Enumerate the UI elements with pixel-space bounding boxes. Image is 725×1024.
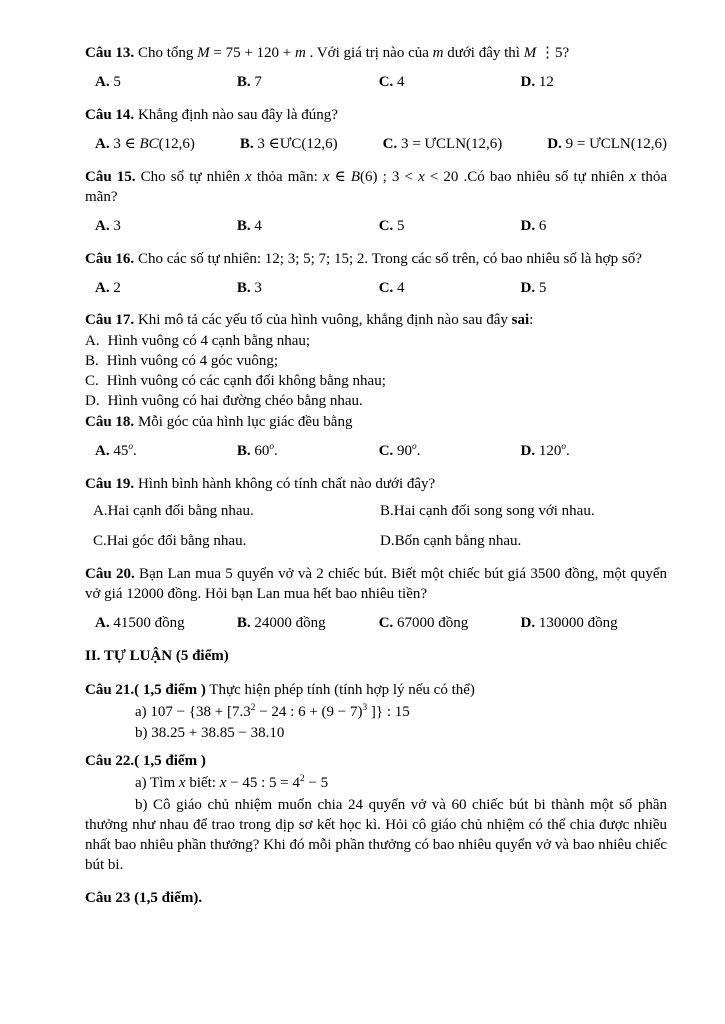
question-stem xyxy=(85,475,667,495)
text-segment: Hình vuông có hai đường chéo bằng nhau. xyxy=(107,393,363,410)
exponent: 2 xyxy=(250,702,256,713)
text-segment: 6 xyxy=(535,217,547,234)
question-part-q21a xyxy=(85,703,667,723)
option-text xyxy=(393,443,420,459)
answer-options xyxy=(85,279,667,299)
question-part-q21b xyxy=(85,724,667,744)
answer-option xyxy=(380,502,667,522)
option-text xyxy=(110,74,121,90)
option-letter: C. xyxy=(93,532,107,549)
text-segment: 3 xyxy=(109,217,121,234)
option-text xyxy=(393,74,404,90)
answer-option xyxy=(237,217,379,237)
question-q16 xyxy=(85,250,667,299)
math-variable: x xyxy=(245,168,252,185)
math-variable: BC xyxy=(139,135,159,152)
text-segment: Hai cạnh đối song song với nhau. xyxy=(393,502,595,519)
text-segment: dưới đây thì xyxy=(443,45,524,61)
answer-option xyxy=(237,73,379,93)
option-text xyxy=(110,280,121,296)
question-stem xyxy=(85,106,667,126)
answer-option xyxy=(521,614,667,634)
option-text xyxy=(251,74,262,90)
text-segment: Cho tổng xyxy=(134,45,198,61)
answer-options xyxy=(85,73,667,93)
text-segment: 4 xyxy=(250,217,262,234)
math-variable: o xyxy=(128,442,133,453)
text-segment: ∈ xyxy=(329,168,351,185)
question-q17 xyxy=(85,311,667,412)
option-text xyxy=(394,503,595,519)
option-letter: A. xyxy=(95,279,110,296)
option-letter: C. xyxy=(382,135,398,152)
text-segment: 7 xyxy=(250,73,262,90)
option-letter: C. xyxy=(378,443,394,460)
answer-option xyxy=(237,442,379,462)
answer-option xyxy=(521,442,667,462)
text-segment: : xyxy=(529,312,534,329)
text-segment: . xyxy=(416,443,421,460)
option-letter: A. xyxy=(95,135,110,152)
option-letter: C. xyxy=(378,279,394,296)
text-segment: Hình bình hành không có tính chất nào dưới đây? xyxy=(134,476,436,492)
text-segment: 4 xyxy=(393,73,405,90)
question-list xyxy=(85,44,667,909)
text-segment: 45 xyxy=(109,443,129,460)
text-segment: . xyxy=(274,443,278,460)
math-variable: x xyxy=(629,168,637,185)
text-segment: a) Tìm xyxy=(135,775,179,792)
answer-option xyxy=(547,135,667,155)
option-letter: A. xyxy=(95,73,110,90)
section-heading: II. TỰ LUẬN (5 điểm) xyxy=(85,647,229,664)
text-segment: Câu 18. xyxy=(85,414,135,431)
option-letter: A. xyxy=(93,502,108,519)
math-variable: o xyxy=(269,442,275,453)
option-letter: D. xyxy=(520,279,536,296)
answer-option xyxy=(95,73,237,93)
option-letter: D. xyxy=(520,614,536,631)
text-segment: 5 xyxy=(109,73,121,90)
text-segment: Cho các số tự nhiên: 12; 3; 5; 7; 15; 2. Trong các số trên, có bao nhiêu số là hợp số? xyxy=(134,250,642,267)
option-letter: B. xyxy=(236,279,251,296)
answer-option xyxy=(379,442,521,462)
math-variable: M xyxy=(523,45,537,61)
question-q23 xyxy=(85,889,667,909)
text-segment: 60 xyxy=(250,443,270,460)
option-letter: A. xyxy=(85,333,100,350)
question-part-q22b xyxy=(85,796,667,876)
option-letter: B. xyxy=(85,353,99,370)
answer-option xyxy=(95,217,237,237)
text-segment: 5 xyxy=(535,279,547,296)
text-segment: Hai cạnh đối bằng nhau. xyxy=(107,502,254,519)
exponent: 3 xyxy=(362,702,368,713)
text-segment: 3 ∈ xyxy=(109,135,140,152)
answer-option xyxy=(95,279,237,299)
text-segment: (6) ; 3 < xyxy=(360,168,419,185)
option-text xyxy=(535,280,546,296)
option-text xyxy=(393,615,468,631)
text-segment: Câu 13. xyxy=(85,45,135,61)
text-segment: . xyxy=(566,443,570,460)
text-segment: 3 ∈ƯC(12,6) xyxy=(253,135,338,152)
question-stem xyxy=(85,168,667,208)
answer-option xyxy=(93,502,380,522)
text-segment: 90 xyxy=(393,443,413,460)
question-stem xyxy=(85,752,667,772)
answer-option xyxy=(95,442,237,462)
option-text xyxy=(251,218,262,234)
option-text xyxy=(110,218,121,234)
option-text xyxy=(535,218,546,234)
text-segment: Câu 19. xyxy=(85,476,135,492)
answer-options xyxy=(85,332,667,412)
text-segment: − 5 xyxy=(304,775,329,792)
option-text xyxy=(100,333,310,349)
text-segment: biết: xyxy=(185,775,220,792)
answer-options xyxy=(85,135,667,155)
text-segment: Câu 15. xyxy=(85,168,136,185)
math-variable: x xyxy=(178,775,186,792)
answer-options xyxy=(85,217,667,237)
text-segment: 67000 đồng xyxy=(393,614,469,631)
text-segment: thỏa mãn? xyxy=(85,168,667,205)
option-letter: B. xyxy=(236,73,251,90)
question-stem xyxy=(85,681,667,701)
question-stem xyxy=(85,44,667,64)
text-segment: Thực hiện phép tính (tính hợp lý nếu có thể) xyxy=(205,681,475,698)
option-letter: D. xyxy=(520,73,536,90)
text-segment: Hình vuông có 4 cạnh bằng nhau; xyxy=(107,333,311,350)
option-text xyxy=(535,615,618,631)
option-text xyxy=(110,443,137,459)
option-text xyxy=(393,280,404,296)
option-letter: C. xyxy=(378,614,394,631)
option-letter: C. xyxy=(85,373,99,390)
option-text xyxy=(108,503,254,519)
text-segment: ⋮5? xyxy=(536,45,570,61)
text-segment: 12 xyxy=(535,73,554,90)
answer-option xyxy=(379,279,521,299)
math-variable: o xyxy=(561,442,567,453)
answer-option xyxy=(379,614,521,634)
math-variable: B xyxy=(350,168,361,185)
text-segment: Bốn cạnh bằng nhau. xyxy=(394,532,522,549)
option-text xyxy=(395,533,522,549)
answer-options xyxy=(85,502,667,552)
answer-options xyxy=(85,442,667,462)
text-segment: Câu 22.( 1,5 điểm ) xyxy=(85,753,206,770)
text-segment: Bạn Lan mua 5 quyển vở và 2 chiếc bút. Biết một chiếc bút giá 3500 đồng, một quyển vở giá 12000 đồng. Hỏi bạn Lan mua hết bao nhiêu tiền? xyxy=(85,565,667,602)
option-text xyxy=(393,218,404,234)
answer-option xyxy=(237,614,379,634)
answer-option xyxy=(379,217,521,237)
answer-option xyxy=(95,614,237,634)
option-text xyxy=(110,615,185,631)
option-text xyxy=(251,443,278,459)
text-segment: sai xyxy=(511,312,530,329)
text-segment: Khẳng định nào sau đây là đúng? xyxy=(134,106,338,123)
option-text xyxy=(535,443,570,459)
question-stem xyxy=(85,889,667,909)
option-text xyxy=(99,353,278,369)
text-segment: Hai góc đối bằng nhau. xyxy=(106,532,247,549)
answer-option xyxy=(85,332,667,352)
text-segment: Câu 21.( 1,5 điểm ) xyxy=(85,681,206,698)
question-q19 xyxy=(85,475,667,552)
text-segment: 130000 đồng xyxy=(535,614,618,631)
option-text xyxy=(100,393,363,409)
answer-options xyxy=(85,614,667,634)
option-text xyxy=(251,280,262,296)
question-q15 xyxy=(85,168,667,237)
text-segment: − 24 : 6 + (9 − 7) xyxy=(255,703,363,720)
option-letter: A. xyxy=(95,443,110,460)
option-text xyxy=(251,615,326,631)
option-letter: A. xyxy=(95,614,110,631)
text-segment: Cho số tự nhiên xyxy=(135,168,246,185)
math-variable: x xyxy=(418,168,425,185)
text-segment: 5 xyxy=(393,217,405,234)
question-part-q22a xyxy=(85,774,667,794)
answer-option xyxy=(240,135,338,155)
text-segment: Mỗi góc của hình lục giác đều bằng xyxy=(134,414,353,431)
option-letter: D. xyxy=(520,217,536,234)
text-segment: Câu 23 (1,5 điểm). xyxy=(85,890,203,906)
option-letter: D. xyxy=(380,532,395,549)
text-segment: Câu 14. xyxy=(85,106,135,123)
option-text xyxy=(562,136,667,152)
question-q21 xyxy=(85,681,667,745)
option-letter: B. xyxy=(236,614,251,631)
answer-option xyxy=(237,279,379,299)
text-segment: b) 38.25 + 38.85 − 38.10 xyxy=(135,725,285,742)
option-letter: C. xyxy=(378,73,394,90)
text-segment: Câu 17. xyxy=(85,312,135,329)
text-segment: thỏa mãn: xyxy=(251,168,323,185)
question-q20 xyxy=(85,565,667,634)
text-segment: 41500 đồng xyxy=(109,614,185,631)
text-segment: b) Cô giáo chủ nhiệm muốn chia 24 quyển vở và 60 chiếc bút bi thành một số phần thưởng như nhau để trao trong dịp sơ kết học kì. Hỏi cô giáo chủ nhiệm có thể chia được nhiều nhất bao nhiêu phần thưởng? Khi đó mỗi phần thưởng có bao nhiêu quyển vở và bao nhiêu chiếc bút bi. xyxy=(85,797,667,874)
math-variable: m xyxy=(432,45,444,61)
option-letter: B. xyxy=(380,502,394,519)
question-q14 xyxy=(85,106,667,155)
text-segment: (12,6) xyxy=(158,135,195,152)
text-segment: < 20 .Có bao nhiêu số tự nhiên xyxy=(424,168,630,185)
option-text xyxy=(397,136,502,152)
text-segment: Câu 16. xyxy=(85,250,135,267)
question-q13 xyxy=(85,44,667,93)
text-segment: = 75 + 120 + xyxy=(209,45,296,61)
math-variable: o xyxy=(412,442,417,453)
text-segment: Hình vuông có các cạnh đối không bằng nhau; xyxy=(106,373,386,390)
text-segment: Hình vuông có 4 góc vuông; xyxy=(106,353,278,370)
math-variable: x xyxy=(322,168,330,185)
option-letter: D. xyxy=(85,393,100,410)
option-letter: A. xyxy=(95,217,110,234)
question-q18 xyxy=(85,413,667,462)
answer-option xyxy=(521,279,667,299)
option-text xyxy=(107,533,247,549)
option-letter: C. xyxy=(378,217,394,234)
text-segment: 3 = ƯCLN(12,6) xyxy=(397,135,503,152)
option-text xyxy=(110,136,195,152)
option-letter: B. xyxy=(236,217,251,234)
option-text xyxy=(99,373,386,389)
text-segment: Câu 20. xyxy=(85,565,135,582)
question-stem xyxy=(85,565,667,605)
answer-option xyxy=(521,217,667,237)
text-segment: 9 = ƯCLN(12,6) xyxy=(561,135,667,152)
exponent: 2 xyxy=(300,774,305,785)
answer-option xyxy=(93,532,380,552)
math-variable: x xyxy=(219,775,227,792)
text-segment: 2 xyxy=(109,279,121,296)
math-variable: m xyxy=(295,45,306,61)
answer-option xyxy=(85,352,667,372)
text-segment: Khi mô tả các yếu tố của hình vuông, khẳng định nào sau đây xyxy=(134,312,512,329)
text-segment: . Với giá trị nào của xyxy=(305,45,433,61)
text-segment: 3 xyxy=(250,279,262,296)
option-text xyxy=(254,136,338,152)
question-stem xyxy=(85,250,667,270)
answer-option xyxy=(379,73,521,93)
text-segment: − 45 : 5 = 4 xyxy=(226,775,300,792)
option-letter: B. xyxy=(236,443,251,460)
answer-option xyxy=(85,392,667,412)
text-segment: 4 xyxy=(393,279,405,296)
option-letter: B. xyxy=(239,135,254,152)
answer-option xyxy=(380,532,667,552)
text-segment: 120 xyxy=(535,443,562,460)
text-segment: 24000 đồng xyxy=(250,614,326,631)
text-segment: a) 107 − {38 + [7.3 xyxy=(135,703,251,720)
text-segment: ]} : 15 xyxy=(367,703,410,720)
answer-option xyxy=(85,372,667,392)
option-text xyxy=(535,74,554,90)
question-q22 xyxy=(85,752,667,876)
text-segment: . xyxy=(133,443,137,460)
math-variable: M xyxy=(197,45,210,61)
question-stem xyxy=(85,413,667,433)
answer-option xyxy=(521,73,667,93)
option-letter: D. xyxy=(520,443,536,460)
answer-option xyxy=(95,135,195,155)
option-letter: D. xyxy=(547,135,562,152)
question-stem xyxy=(85,311,667,331)
answer-option xyxy=(383,135,503,155)
